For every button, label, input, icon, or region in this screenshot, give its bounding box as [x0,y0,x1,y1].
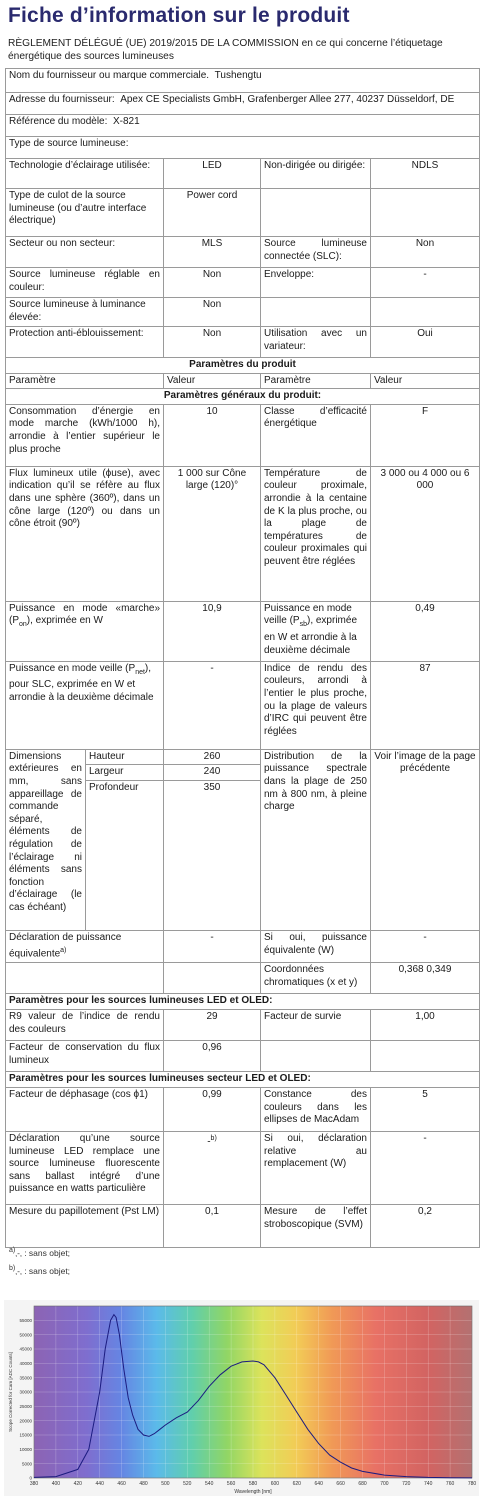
color-tunable-label: Source lumineuse réglable en couleur: [6,268,164,298]
replacement-value: -$^{b)}$ [164,1131,261,1204]
color-tunable-value: Non [164,268,261,298]
equiv-w-label: Si oui, puissance équivalente (W) [261,930,371,962]
model-row: Référence du modèle: X-821 [6,115,480,137]
x-tick-label: 640 [314,1481,323,1487]
cap-type-label: Type de culot de la source lumineuse (ou d’autre interface électrique) [6,189,164,237]
dimmer-label: Utilisation avec un variateur: [261,327,371,358]
power-standby-value: 0,49 [371,601,480,661]
slc-label: Source lumineuse connectée (SLC): [261,237,371,268]
y-tick-label: 0 [29,1475,32,1481]
y-tick-label: 30000 [19,1389,32,1395]
x-tick-label: 440 [95,1481,104,1487]
y-tick-label: 20000 [19,1418,32,1424]
r9-label: R9 valeur de l’indice de rendu des couleurs [6,1009,164,1040]
led-header: Paramètres pour les sources lumineuses LED et OLED: [6,993,480,1009]
y-tick-label: 35000 [19,1375,32,1381]
col-param-2: Paramètre [261,373,371,389]
params-header: Paramètres du produit [6,358,480,374]
general-header: Paramètres généraux du produit: [6,389,480,405]
address-row: Adresse du fournisseur: Apex CE Specialists GmbH, Grafenberger Allee 277, 40237 Düsseldorf, DE [6,93,480,115]
col-value: Valeur [164,373,261,389]
mains-value: MLS [164,237,261,268]
x-tick-label: 420 [73,1481,82,1487]
r9-value: 29 [164,1009,261,1040]
footnote-b: $^{b)}$‚-‚ : sans objet; [9,1265,71,1276]
y-tick-label: 5000 [21,1461,32,1467]
replacement-claim-value: - [371,1131,480,1204]
replacement-claim-label: Si oui, déclaration relative au remplacement (W) [261,1131,371,1204]
equiv-w-value: - [371,930,480,962]
efficiency-label: Classe d’efficacité énergétique [261,404,371,466]
flicker-label: Mesure du papillotement (Pst LM) [6,1204,164,1247]
x-tick-label: 660 [336,1481,345,1487]
supplier-row: Nom du fournisseur ou marque commerciale. Tushengtu [6,69,480,93]
x-tick-label: 480 [139,1481,148,1487]
consumption-value: 10 [164,404,261,466]
x-ticks [30,1481,477,1487]
col-value-2: Valeur [371,373,480,389]
type-header: Type de source lumineuse: [6,137,480,159]
spectrum-chart [4,1300,479,1496]
page-title: Fiche d’information sur le produit [8,4,350,27]
width-label: Largeur [86,765,164,781]
chroma-value: 0,368 0,349 [371,962,480,993]
spd-label: Distribution de la puissance spectrale dans la plage de 250 nm à 800 nm, à pleine charge [261,749,371,930]
x-tick-label: 600 [270,1481,280,1487]
power-factor-value: 0,99 [164,1087,261,1131]
x-tick-label: 760 [445,1481,455,1487]
x-tick-label: 580 [248,1481,258,1487]
cct-value: 3 000 ou 4 000 ou 6 000 [371,466,480,601]
depth-value: 350 [164,780,261,930]
y-tick-label: 45000 [19,1346,32,1352]
svm-value: 0,2 [371,1204,480,1247]
power-net-value: - [164,661,261,749]
regulation-text: RÈGLEMENT DÉLÉGUÉ (UE) 2019/2015 DE LA COMMISSION en ce qui concerne l’étiquetage énergétique des sources lumineuses [8,38,443,62]
width-value: 240 [164,765,261,781]
x-tick-label: 700 [380,1481,389,1487]
anti-glare-label: Protection anti-éblouissement: [6,327,164,358]
macadam-value: 5 [371,1087,480,1131]
mains-label: Secteur ou non secteur: [6,237,164,268]
x-tick-label: 400 [51,1481,61,1487]
product-info-table [5,68,480,1248]
x-tick-label: 780 [467,1481,477,1487]
tech-label: Technologie d’éclairage utilisée: [6,159,164,189]
col-param: Paramètre [6,373,164,389]
spd-value: Voir l’image de la page précédente [371,749,480,930]
height-label: Hauteur [86,749,164,765]
flux-label: Flux lumineux utile (ϕuse), avec indication qu’il se réfère au flux dans une sphère (360º), dans un cône large (120º) ou dans un cône étroit (90º) [6,466,164,601]
y-tick-label: 15000 [19,1432,32,1438]
x-tick-label: 460 [117,1481,126,1487]
x-axis-label: Wavelength [nm] [234,1489,272,1495]
envelope-label: Enveloppe: [261,268,371,298]
x-tick-label: 500 [161,1481,170,1487]
cri-value: 87 [371,661,480,749]
cap-type-value: Power cord [164,189,261,237]
x-tick-label: 380 [29,1481,39,1487]
power-on-label: Puissance en mode «marche» $(P_{on})$, exprimée en W [6,601,164,661]
envelope-value: - [371,268,480,298]
survival-value: 1,00 [371,1009,480,1040]
y-tick-label: 50000 [19,1332,32,1338]
flicker-value: 0,1 [164,1204,261,1247]
power-factor-label: Facteur de déphasage (cos ϕ1) [6,1087,164,1131]
flux-maintenance-label: Facteur de conservation du flux lumineux [6,1040,164,1071]
high-luminance-label: Source lumineuse à luminance élevée: [6,298,164,327]
cct-label: Température de couleur proximale, arrondie à la centaine de K la plus proche, ou la plage de températures de couleur proximales qui peuvent être réglées [261,466,371,601]
chroma-label: Coordonnées chromatiques (x et y) [261,962,371,993]
consumption-label: Consommation d’énergie en mode marche (kWh/1000 h), arrondie à l’entier supérieur le plus proche [6,404,164,466]
power-on-value: 10,9 [164,601,261,661]
x-tick-label: 720 [402,1481,411,1487]
equiv-value: - [164,930,261,962]
equiv-label: Déclaration de puissance équivalente$^{a)}$ [6,930,164,962]
high-luminance-value: Non [164,298,261,327]
depth-label: Profondeur [86,780,164,930]
y-tick-label: 55000 [19,1317,32,1323]
dimmer-value: Oui [371,327,480,358]
y-axis-label: Scope Corrected for Cam [ADC Counts] [8,1352,13,1432]
x-tick-label: 540 [205,1481,214,1487]
efficiency-value: F [371,404,480,466]
cri-label: Indice de rendu des couleurs, arrondi à l’entier le plus proche, ou la plage de valeurs d’IRC qui peuvent être réglées [261,661,371,749]
power-net-label: Puissance en mode veille $(P_{net})$, pour SLC, exprimée en W et arrondie à la deuxième décimale [6,661,164,749]
macadam-label: Constance des couleurs dans les ellipses de MacAdam [261,1087,371,1131]
x-tick-label: 740 [424,1481,433,1487]
directional-label: Non-dirigée ou dirigée: [261,159,371,189]
height-value: 260 [164,749,261,765]
x-tick-label: 620 [292,1481,301,1487]
dimensions-label: Dimensions extérieures en mm, sans appareillage de commande séparé, éléments de régulation de l’éclairage ni éléments sans fonction d’éclairage (le cas échéant) [6,749,86,930]
flux-maintenance-value: 0,96 [164,1040,261,1071]
directional-value: NDLS [371,159,480,189]
flux-value: 1 000 sur Cône large (120)° [164,466,261,601]
svm-label: Mesure de l’effet stroboscopique (SVM) [261,1204,371,1247]
x-tick-label: 680 [358,1481,367,1487]
tech-value: LED [164,159,261,189]
y-tick-label: 10000 [19,1446,32,1452]
x-tick-label: 560 [226,1481,236,1487]
anti-glare-value: Non [164,327,261,358]
survival-label: Facteur de survie [261,1009,371,1040]
y-tick-label: 25000 [19,1403,32,1409]
mains-header: Paramètres pour les sources lumineuses secteur LED et OLED: [6,1071,480,1087]
footnote-a: $^{a)}$‚-‚ : sans objet; [9,1247,71,1258]
x-tick-label: 520 [183,1481,192,1487]
y-tick-label: 40000 [19,1360,32,1366]
power-standby-label: Puissance en mode veille $(P_{sb})$, exprimée en W et arrondie à la deuxième décimale [261,601,371,661]
slc-value: Non [371,237,480,268]
replacement-label: Déclaration qu’une source lumineuse LED remplace une source lumineuse fluorescente sans ballast intégré d’une puissance en watts particulière [6,1131,164,1204]
